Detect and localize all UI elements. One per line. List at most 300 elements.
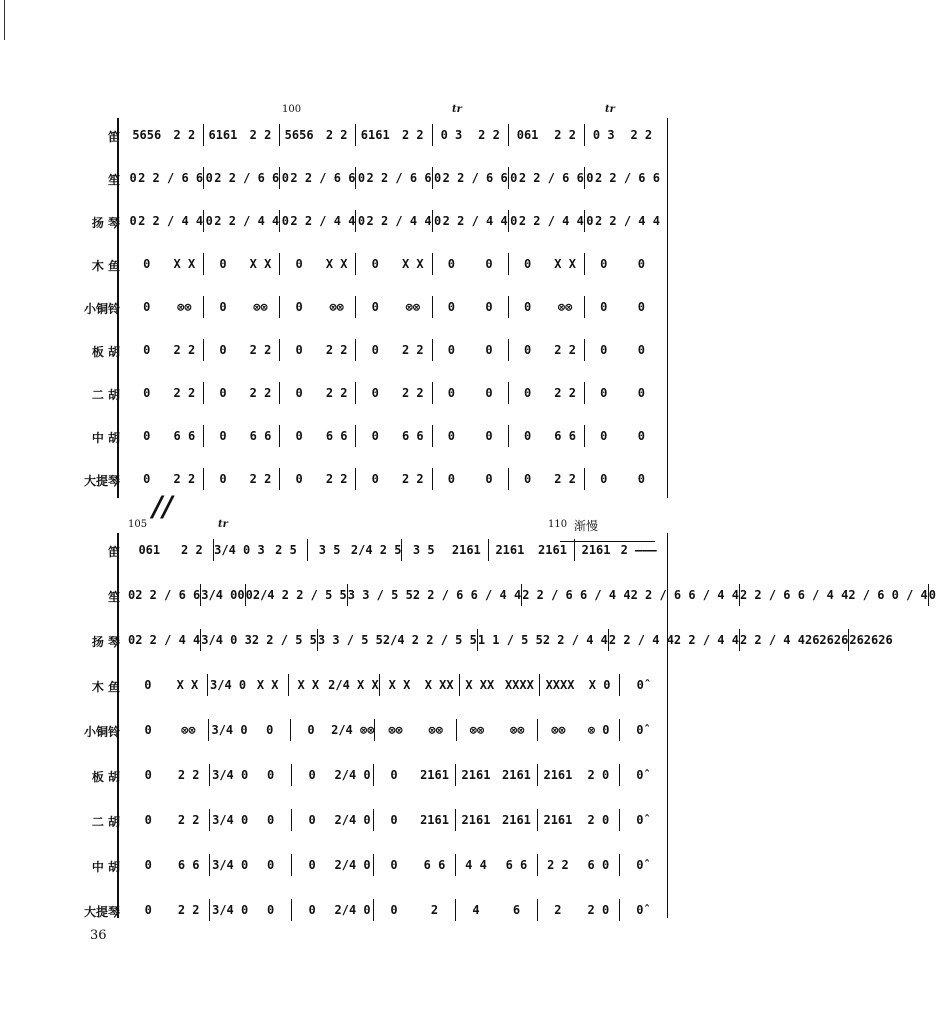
note-cell: 2/4 X X <box>328 678 379 692</box>
note-cell: 2/4 2 2 / 5 5 <box>382 633 477 647</box>
note-cell: 6 0 <box>587 858 610 872</box>
note-cell: 6 6 <box>423 858 446 872</box>
note-cell: 2 2 / 6 6 <box>138 171 204 185</box>
note-cell: 0 <box>267 858 275 872</box>
instrument-name: 二 胡 <box>91 388 120 402</box>
instrument-name: 二 胡 <box>91 815 120 829</box>
note-cell: 2 2 / 4 4 <box>542 633 608 647</box>
tempo-marking: 渐慢 <box>574 519 599 533</box>
note-cell: 3/4 0 <box>212 903 249 917</box>
note-cell: 6 6 <box>177 858 200 872</box>
measure-cells <box>128 206 660 236</box>
note-cell: 0 3 <box>440 128 463 142</box>
instrument-name: 小铜铃 <box>83 725 120 739</box>
note-cell: 0 <box>447 257 456 271</box>
note-cell: 0 <box>308 813 316 827</box>
note-cell: 0̂ <box>636 678 644 692</box>
note-cell: 3 3 / 5 5 <box>317 633 383 647</box>
note-cell: 2 2 / 6 6 <box>366 171 432 185</box>
note-cell: 3/4 0 <box>212 813 249 827</box>
note-cell: 0 <box>523 386 532 400</box>
note-cell: 4 <box>472 903 480 917</box>
note-cell: 2 2 <box>249 128 272 142</box>
instrument-name: 扬 琴 <box>91 216 120 230</box>
note-cell: 2 2 <box>547 858 569 872</box>
note-cell: 3 5 <box>412 543 435 557</box>
measure-cells <box>128 535 660 565</box>
note-cell: 0 <box>144 678 152 692</box>
note-cell: 2 2 <box>401 128 424 142</box>
note-cell: 0 <box>637 257 645 271</box>
note-cell: 2 2 / 6 6 <box>442 171 508 185</box>
measure-cells <box>128 715 660 745</box>
instrument-name: 笙 <box>107 590 120 604</box>
measure-cells <box>128 580 936 610</box>
note-cell: 0 <box>600 429 608 443</box>
note-cell: 0 <box>205 171 213 185</box>
note-cell: ⊗ 0 <box>587 723 610 737</box>
note-cell: ⊗⊗ <box>329 300 344 314</box>
note-cell: 2 2 / 4 4 <box>608 633 674 647</box>
note-cell: 2/4 0 <box>334 768 371 782</box>
note-cell: 2 5 <box>275 543 297 557</box>
note-cell: 0 <box>129 171 137 185</box>
note-cell: 3/4 0 <box>211 723 248 737</box>
measure-cells <box>128 163 660 193</box>
note-cell: X XX <box>424 678 454 692</box>
note-cell: 0 <box>637 343 645 357</box>
note-cell: 0 <box>637 472 645 486</box>
measure-cells <box>128 670 660 700</box>
note-cell: 0 <box>129 214 137 228</box>
note-cell: 1 1 / 5 5 <box>477 633 543 647</box>
note-cell: 0 <box>586 171 594 185</box>
instrument-row <box>0 760 710 790</box>
note-cell: 3/4 0 3 <box>201 633 252 647</box>
note-cell: 2 2 <box>630 128 653 142</box>
instrument-row <box>0 421 710 451</box>
note-cell: ⊗⊗ <box>428 723 443 737</box>
note-cell: 262626 <box>849 633 893 647</box>
note-cell: ⊗⊗ <box>551 723 566 737</box>
note-cell: 0 <box>308 903 316 917</box>
note-cell: 0 <box>371 472 379 486</box>
note-cell: 3/4 0 3 <box>214 543 265 557</box>
instrument-name: 板 胡 <box>91 770 120 784</box>
note-cell: 2 2 / 6 6 / 4 4 <box>739 588 849 602</box>
note-cell: 2 2 <box>249 343 272 357</box>
note-cell: 0 <box>600 472 608 486</box>
note-cell: 0 <box>523 343 532 357</box>
note-cell: 0 <box>144 768 152 782</box>
note-cell: 2 2 <box>554 386 576 400</box>
note-cell: 6 6 <box>554 429 576 443</box>
note-cell: 0 <box>308 858 316 872</box>
note-cell: 0 <box>144 813 152 827</box>
note-cell: ⊗⊗ <box>177 300 192 314</box>
measure-cells <box>128 805 660 835</box>
note-cell: 0 <box>143 300 151 314</box>
note-cell: 0 <box>219 300 227 314</box>
instrument-name: 中 胡 <box>91 431 120 445</box>
note-cell: 2/4 2 2 / 5 5 <box>252 588 347 602</box>
measure-cells <box>128 335 660 365</box>
note-cell: 0 <box>266 723 274 737</box>
instrument-row <box>0 120 710 150</box>
note-cell: 2 ――― <box>620 543 657 557</box>
note-cell: 2 2 <box>325 472 348 486</box>
note-cell: X X <box>176 678 199 692</box>
note-cell: 0 <box>267 813 275 827</box>
note-cell: 061 <box>516 128 539 142</box>
instrument-row <box>0 249 710 279</box>
note-cell: X 0 <box>588 678 611 692</box>
page-edge-line <box>4 0 5 40</box>
note-cell: 2 2 <box>401 472 424 486</box>
note-cell: 0̂ <box>636 723 644 737</box>
note-cell: 2 / 6 0 / 4 <box>848 588 928 602</box>
note-cell: ⊗⊗ <box>469 723 485 737</box>
note-cell: 0 <box>295 472 303 486</box>
note-cell: 0 <box>523 257 532 271</box>
note-cell: 0 <box>390 858 398 872</box>
note-cell: 0 <box>281 214 289 228</box>
note-cell: 2161 <box>538 543 567 557</box>
note-cell: 2 2 / 6 6 <box>135 588 201 602</box>
note-cell: 2 2 / 6 6 <box>214 171 280 185</box>
instrument-name: 笙 <box>107 173 120 187</box>
note-cell: 0̂ <box>636 858 644 872</box>
note-cell: 0 <box>447 343 456 357</box>
note-cell: 0 <box>357 171 366 185</box>
note-cell: 0 <box>447 472 456 486</box>
note-cell: 0 <box>144 903 152 917</box>
note-cell: 2161 <box>495 543 525 557</box>
note-cell: 2 2 <box>177 903 200 917</box>
note-cell: 6161 <box>208 128 238 142</box>
note-cell: 2 2 <box>554 128 576 142</box>
note-cell: 0 <box>143 429 151 443</box>
note-cell: 0 <box>485 300 493 314</box>
instrument-name: 小铜铃 <box>83 302 120 316</box>
note-cell: 0 <box>485 386 493 400</box>
note-cell: X X <box>554 257 576 271</box>
instrument-row <box>0 805 710 835</box>
note-cell: 0 <box>637 300 645 314</box>
note-cell: 0 <box>128 588 136 602</box>
note-cell: 0 <box>390 768 398 782</box>
instrument-row <box>0 464 710 494</box>
measure-cells <box>128 760 660 790</box>
note-cell: 2 2 <box>401 343 424 357</box>
note-cell: 2 2 <box>325 343 348 357</box>
note-cell: 2 2 <box>554 472 576 486</box>
note-cell: 2 2 / 6 6 / 4 4 <box>412 588 522 602</box>
note-cell: X XX <box>465 678 495 692</box>
note-cell: 2161 <box>543 768 573 782</box>
instrument-name: 大提琴 <box>83 905 120 919</box>
instrument-name: 板 胡 <box>91 345 120 359</box>
note-cell: 6161 <box>360 128 390 142</box>
note-cell: 2/4 0 <box>334 813 371 827</box>
note-cell: 0 <box>295 343 303 357</box>
note-cell: 6 6 <box>173 429 196 443</box>
note-cell: 6 6 <box>249 429 272 443</box>
instrument-row <box>0 895 710 925</box>
note-cell: 2 2 <box>554 343 576 357</box>
note-cell: 2 2 <box>325 386 348 400</box>
instrument-row <box>0 715 710 745</box>
note-cell: 2 2 / 4 4 <box>366 214 432 228</box>
measure-cells <box>128 850 660 880</box>
instrument-row <box>0 206 710 236</box>
note-cell: 2 2 / 6 6 / 4 4 <box>522 588 631 602</box>
instrument-name: 笛 <box>107 130 120 144</box>
note-cell: X X <box>256 678 279 692</box>
note-cell: 0 <box>295 386 303 400</box>
trill-mark: tr <box>452 104 462 115</box>
note-cell: 2 2 / 6 6 <box>290 171 356 185</box>
note-cell: 6 6 <box>401 429 424 443</box>
note-cell: 0 <box>219 386 227 400</box>
page-number: 36 <box>90 928 107 943</box>
note-cell: 2 0 <box>587 903 610 917</box>
note-cell: X X <box>401 257 424 271</box>
note-cell: 0 <box>245 588 253 602</box>
note-cell: 2/4 0 <box>334 858 371 872</box>
note-cell: 2 2 <box>249 386 272 400</box>
note-cell: 2 2 / 4 4 <box>138 214 204 228</box>
note-cell: 0 <box>143 472 151 486</box>
instrument-name: 中 胡 <box>91 860 120 874</box>
note-cell: 0 <box>219 257 227 271</box>
note-cell: 4 4 <box>465 858 487 872</box>
note-cell: 0 <box>586 214 594 228</box>
note-cell: 2 2 / 4 4 <box>135 633 201 647</box>
measure-number-110: 110 <box>548 519 568 530</box>
note-cell: 3/4 0 <box>212 858 249 872</box>
note-cell: 2161 <box>451 543 481 557</box>
note-cell: 0 <box>371 386 379 400</box>
note-cell: 2/4 0 <box>334 903 371 917</box>
instrument-row <box>0 292 710 322</box>
note-cell: 0̂ <box>636 768 644 782</box>
note-cell: 2 2 / 4 4 <box>214 214 280 228</box>
note-cell: X X <box>249 257 272 271</box>
note-cell: ⊗⊗ <box>509 723 525 737</box>
note-cell: 2 <box>430 903 439 917</box>
note-cell: 6 <box>512 903 521 917</box>
instrument-name: 木 鱼 <box>91 259 120 273</box>
measure-cells <box>128 421 660 451</box>
instrument-row <box>0 670 710 700</box>
instrument-row <box>0 163 710 193</box>
instrument-row <box>0 580 936 610</box>
note-cell: 0 <box>600 300 608 314</box>
note-cell: 0 <box>390 903 398 917</box>
note-cell: 2 2 / 4 4 <box>518 214 584 228</box>
note-cell: 0 <box>143 386 151 400</box>
note-cell: 0 <box>219 429 227 443</box>
note-cell: 0 <box>143 343 151 357</box>
note-cell: 0 <box>144 723 152 737</box>
note-cell: 0 <box>128 633 136 647</box>
note-cell: 0 <box>523 472 532 486</box>
note-cell: 0 <box>523 429 532 443</box>
note-cell: 3 3 / 5 5 <box>347 588 413 602</box>
measure-cells <box>128 249 660 279</box>
note-cell: 2 2 <box>173 386 196 400</box>
measure-cells <box>128 464 660 494</box>
note-cell: 0̂ <box>928 588 936 602</box>
note-cell: 0 <box>143 257 151 271</box>
note-cell: X X <box>325 257 348 271</box>
measure-cells <box>128 895 660 925</box>
note-cell: 0̂ <box>636 903 644 917</box>
note-cell: 0 <box>307 723 315 737</box>
note-cell: 0 <box>219 343 227 357</box>
note-cell: 2 2 <box>401 386 424 400</box>
instrument-name: 笛 <box>107 545 120 559</box>
note-cell: 0 <box>510 171 518 185</box>
note-cell: 2 2 / 4 4 <box>673 633 739 647</box>
note-cell: 3/4 0 <box>201 588 238 602</box>
system-separator-mark: // <box>152 490 173 523</box>
note-cell: 2/4 ⊗⊗ <box>331 723 375 737</box>
note-cell: 0 <box>485 429 493 443</box>
note-cell: 2161 <box>461 768 491 782</box>
note-cell: ⊗⊗ <box>253 300 268 314</box>
note-cell: 0 <box>295 300 303 314</box>
note-cell: 2 <box>554 903 562 917</box>
note-cell: 2 2 / 6 6 / 4 4 <box>630 588 739 602</box>
trill-mark: tr <box>218 519 228 530</box>
note-cell: 0 <box>637 429 645 443</box>
note-cell: 2 2 <box>478 128 500 142</box>
note-cell: 3 5 <box>318 543 341 557</box>
instrument-row <box>0 625 893 655</box>
note-cell: 0 <box>485 257 493 271</box>
measure-cells <box>128 625 893 655</box>
note-cell: 0 <box>600 257 608 271</box>
note-cell: 2 2 <box>173 128 196 142</box>
note-cell: 2 2 <box>249 472 272 486</box>
note-cell: 0 <box>371 300 379 314</box>
note-cell: ⊗⊗ <box>388 723 403 737</box>
note-cell: 0 <box>600 343 608 357</box>
note-cell: 2 2 / 4 4 <box>442 214 508 228</box>
note-cell: 2161 <box>502 813 531 827</box>
note-cell: 3/4 0 <box>210 678 247 692</box>
note-cell: 0̂ <box>636 813 644 827</box>
note-cell: 0 <box>447 429 456 443</box>
note-cell: 0 <box>485 343 493 357</box>
instrument-row <box>0 850 710 880</box>
note-cell: 2 2 / 4 4 <box>739 633 805 647</box>
note-cell: 0 <box>434 214 442 228</box>
note-cell: ⊗⊗ <box>181 723 196 737</box>
measure-cells <box>128 378 660 408</box>
note-cell: X X <box>297 678 320 692</box>
note-cell: 2 2 <box>181 543 203 557</box>
note-cell: 0 <box>371 429 379 443</box>
note-cell: 0 <box>237 588 245 602</box>
note-cell: 2/4 2 5 <box>350 543 402 557</box>
note-cell: X X <box>173 257 196 271</box>
note-cell: 2 2 / 4 4 <box>290 214 356 228</box>
note-cell: 0 <box>390 813 398 827</box>
instrument-row <box>0 378 710 408</box>
note-cell: 2161 <box>581 543 611 557</box>
note-cell: ⊗⊗ <box>557 300 573 314</box>
note-cell: 2 0 <box>587 813 610 827</box>
note-cell: 0 <box>205 214 213 228</box>
note-cell: 0 <box>281 171 289 185</box>
trill-mark: tr <box>605 104 615 115</box>
note-cell: 5656 <box>284 128 314 142</box>
instrument-name: 木 鱼 <box>91 680 120 694</box>
note-cell: XXXX <box>545 678 575 692</box>
note-cell: 2161 <box>420 768 449 782</box>
note-cell: 0 <box>267 768 275 782</box>
measure-number-100: 100 <box>282 104 302 115</box>
note-cell: 3/4 0 <box>212 768 249 782</box>
note-cell: 0 <box>447 300 456 314</box>
measure-cells <box>128 292 660 322</box>
instrument-name: 大提琴 <box>83 474 120 488</box>
note-cell: 0 <box>371 343 379 357</box>
note-cell: ⊗⊗ <box>405 300 421 314</box>
note-cell: 0 <box>510 214 518 228</box>
note-cell: 061 <box>138 543 161 557</box>
note-cell: 0 <box>357 214 366 228</box>
note-cell: 2 2 <box>177 813 200 827</box>
note-cell: 0 <box>295 257 303 271</box>
note-cell: 0 <box>295 429 303 443</box>
note-cell: 0 <box>219 472 227 486</box>
note-cell: 0 <box>267 903 275 917</box>
note-cell: 2 2 <box>325 128 348 142</box>
note-cell: 0 3 <box>592 128 615 142</box>
note-cell: 0 <box>523 300 532 314</box>
note-cell: XXXX <box>504 678 534 692</box>
note-cell: 6 6 <box>505 858 528 872</box>
note-cell: 2 2 / 6 6 <box>518 171 584 185</box>
note-cell: 5656 <box>132 128 162 142</box>
note-cell: 2 2 <box>173 343 196 357</box>
note-cell: 2161 <box>502 768 531 782</box>
note-cell: 262626 <box>804 633 849 647</box>
note-cell: 2 0 <box>587 768 610 782</box>
note-cell: 0 <box>434 171 442 185</box>
measure-cells <box>128 120 660 150</box>
note-cell: 0 <box>600 386 608 400</box>
note-cell: 0 <box>447 386 456 400</box>
note-cell: 2 2 / 4 4 <box>594 214 660 228</box>
measure-number-105: 105 <box>128 519 148 530</box>
note-cell: 2 2 / 6 6 <box>594 171 660 185</box>
note-cell: 6 6 <box>325 429 348 443</box>
note-cell: 2 2 / 5 5 <box>251 633 317 647</box>
note-cell: 2 2 <box>177 768 200 782</box>
instrument-name: 扬 琴 <box>91 635 120 649</box>
note-cell: 2 2 <box>173 472 196 486</box>
note-cell: 0 <box>637 386 645 400</box>
note-cell: 2161 <box>543 813 573 827</box>
note-cell: 0 <box>144 858 152 872</box>
instrument-row <box>0 535 710 565</box>
note-cell: 2161 <box>420 813 449 827</box>
